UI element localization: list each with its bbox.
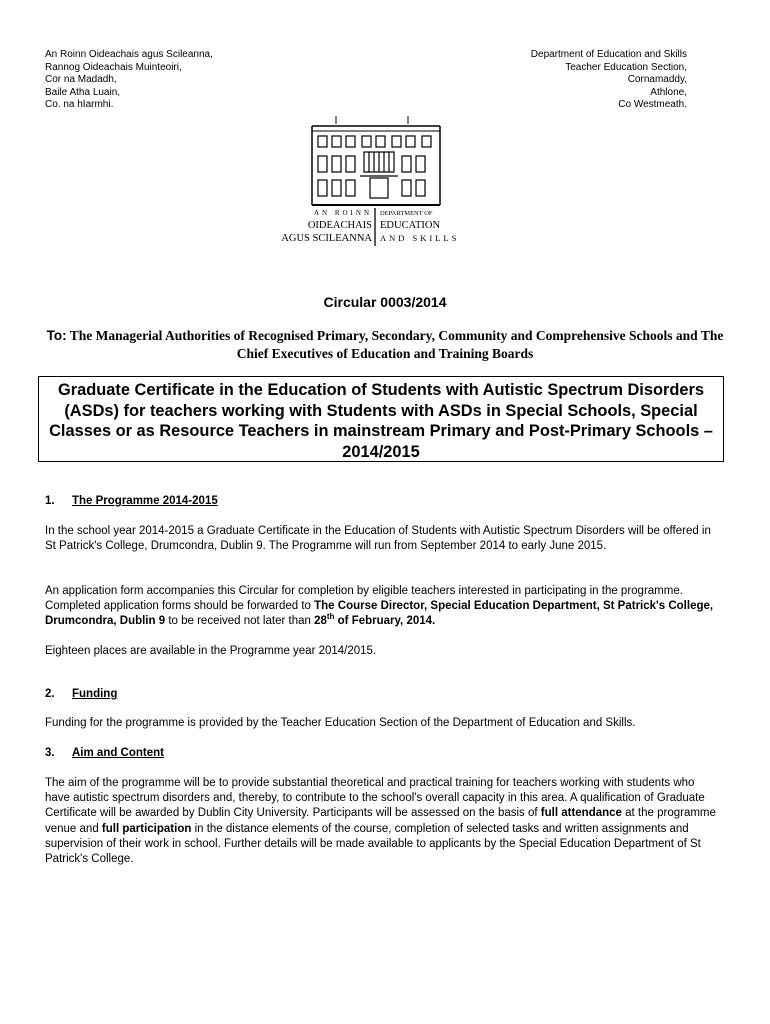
section-number: 2. [45, 688, 55, 700]
bold-text-run: full participation [101, 822, 192, 835]
logo-irish-line: AN ROINN [313, 209, 372, 217]
irish-address-block [45, 49, 213, 112]
address-line: Rannog Oideachais Muinteoiri, [45, 61, 182, 73]
text-run: to be received not later than [165, 615, 315, 628]
text-run: in the distance elements of the course, completion of selected tasks and written assignments and supervision of their work in school. Further details will be made available to applicants by the Special Education Department of St Patrick's College. [45, 822, 701, 866]
section-1-paragraph-2 [45, 584, 720, 630]
department-logo [270, 110, 480, 250]
superscript: th [326, 612, 335, 622]
address-line: Teacher Education Section, [565, 61, 687, 73]
text-run: 28 [314, 615, 327, 628]
section-1-paragraph-1 [45, 524, 720, 554]
section-1-heading [45, 495, 218, 507]
bold-text-run [314, 612, 436, 628]
paragraph-text [45, 584, 720, 630]
circular-title-box [38, 376, 724, 462]
paragraph-text: In the school year 2014-2015 a Graduate Certificate in the Education of Students with Autistic Spectrum Disorders will be offered in St Patrick's College, Drumcondra, Dublin 9. The Programme will run from September 2014 to early June 2015. [45, 525, 711, 553]
logo-english-line: DEPARTMENT OF [380, 210, 433, 217]
address-line: Co Westmeath. [618, 99, 687, 111]
address-line: Athlone, [650, 86, 687, 98]
circular-title: Graduate Certificate in the Education of Students with Autistic Spectrum Disorders (ASDs) for teachers working with Students with ASDs in Special Schools, Special Classes or as Resource Teachers in mainstream Primary and Post-Primary Schools – 2014/2015 [49, 381, 713, 461]
to-label: To: [46, 328, 67, 343]
address-line: Cor na Madadh, [45, 74, 117, 86]
section-number: 3. [45, 747, 55, 759]
section-2-heading [45, 688, 117, 700]
section-title: The Programme 2014-2015 [72, 495, 218, 507]
logo-irish-line: AGUS SCILEANNA [281, 233, 372, 244]
section-1-paragraph-3 [45, 644, 720, 659]
text-run: The aim of the programme will be to provide substantial theoretical and practical training for teachers working with students who have autistic spectrum disorders and, thereby, to contribute to the school's overall capacity in this area. A qualification of Graduate Certificate will be awarded by Dublin City University. Participants will be assessed on the basis of [45, 777, 705, 820]
english-address-block [531, 49, 687, 112]
addressee-text: The Managerial Authorities of Recognised Primary, Secondary, Community and Comprehensive Schools and The Chief Executives of Education and Training Boards [69, 328, 724, 361]
section-number: 1. [45, 495, 55, 507]
address-line: Department of Education and Skills [530, 49, 687, 60]
section-3-paragraph-1 [45, 776, 720, 867]
address-line: Cornamaddy, [627, 74, 687, 86]
text-run: of February, 2014. [334, 615, 436, 628]
address-line: Baile Atha Luain, [45, 86, 121, 98]
section-2-paragraph-1 [45, 716, 720, 731]
addressee [40, 327, 730, 363]
circular-number: Circular 0003/2014 [323, 294, 447, 310]
text-run: at the programme venue and [45, 807, 716, 835]
text-run: An application form accompanies this Circular for completion by eligible teachers interested in participating in the programme. Completed application forms should be forwarded to [45, 585, 683, 613]
paragraph-text [45, 776, 720, 867]
bold-text-run: The Course Director, Special Education Department, St Patrick's College, Drumcondra, Dublin 9 [45, 600, 714, 628]
paragraph-text: Funding for the programme is provided by the Teacher Education Section of the Department of Education and Skills. [45, 717, 636, 729]
section-title: Aim and Content [72, 747, 164, 759]
bold-text-run: full attendance [540, 807, 622, 820]
logo-english-line: AND SKILLS [380, 233, 460, 243]
address-line: An Roinn Oideachais agus Scileanna, [45, 49, 213, 60]
section-title: Funding [72, 688, 118, 700]
section-3-heading [45, 747, 164, 759]
logo-english-line: EDUCATION [380, 220, 441, 231]
logo-irish-line: OIDEACHAIS [307, 220, 372, 231]
address-line: Co. na hIarmhi. [45, 99, 114, 111]
paragraph-text: Eighteen places are available in the Programme year 2014/2015. [45, 645, 377, 657]
